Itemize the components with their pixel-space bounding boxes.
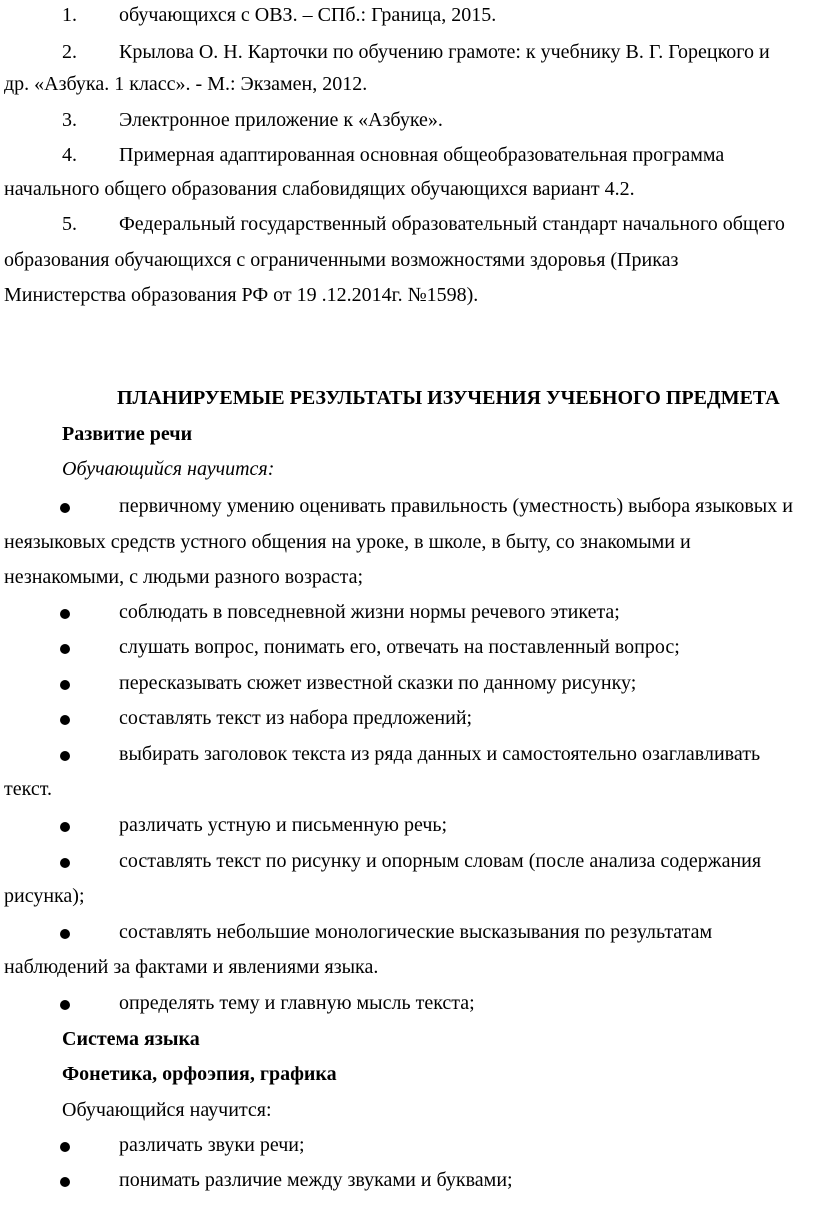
speech-heading: Развитие речи bbox=[62, 423, 193, 445]
ref-3-text: Электронное приложение к «Азбуке». bbox=[119, 109, 443, 131]
speech-intro: Обучающийся научится: bbox=[62, 458, 275, 480]
speech-item-5: составлять текст из набора предложений; bbox=[119, 707, 473, 729]
bullet-icon bbox=[60, 715, 70, 725]
ref-3-number: 3. bbox=[62, 109, 77, 131]
bullet-icon bbox=[60, 680, 70, 690]
language-item-1: различать звуки речи; bbox=[119, 1134, 305, 1156]
ref-5-text: Федеральный государственный образовательный стандарт начального общего bbox=[119, 213, 785, 235]
speech-item-6: выбирать заголовок текста из ряда данных и самостоятельно озаглавливать bbox=[119, 743, 761, 765]
language-heading: Система языка bbox=[62, 1028, 200, 1050]
bullet-icon bbox=[60, 1177, 70, 1187]
speech-item-6-continuation: текст. bbox=[4, 778, 52, 800]
ref-5-continuation: образования обучающихся с ограниченными возможностями здоровья (Приказ bbox=[4, 249, 679, 271]
ref-5-number: 5. bbox=[62, 213, 77, 235]
language-subheading: Фонетика, орфоэпия, графика bbox=[62, 1063, 337, 1085]
speech-item-7: различать устную и письменную речь; bbox=[119, 814, 448, 836]
bullet-icon bbox=[60, 1000, 70, 1010]
bullet-icon bbox=[60, 644, 70, 654]
bullet-icon bbox=[60, 609, 70, 619]
bullet-icon bbox=[60, 503, 70, 513]
language-item-2: понимать различие между звуками и буквами; bbox=[119, 1169, 513, 1191]
ref-5-continuation-2: Министерства образования РФ от 19 .12.2014г. №1598). bbox=[4, 284, 479, 306]
bullet-icon bbox=[60, 1142, 70, 1152]
ref-4-continuation: начального общего образования слабовидящих обучающихся вариант 4.2. bbox=[4, 178, 635, 200]
speech-item-2: соблюдать в повседневной жизни нормы речевого этикета; bbox=[119, 601, 620, 623]
speech-item-1-continuation-2: незнакомыми, с людьми разного возраста; bbox=[4, 566, 364, 588]
speech-item-3: слушать вопрос, понимать его, отвечать на поставленный вопрос; bbox=[119, 636, 680, 658]
ref-2-continuation: др. «Азбука. 1 класс». - М.: Экзамен, 2012. bbox=[4, 73, 368, 95]
ref-2-number: 2. bbox=[62, 41, 77, 63]
ref-2-text: Крылова О. Н. Карточки по обучению грамоте: к учебнику В. Г. Горецкого и bbox=[119, 41, 770, 63]
language-intro: Обучающийся научится: bbox=[62, 1099, 272, 1121]
speech-item-1: первичному умению оценивать правильность (уместность) выбора языковых и bbox=[119, 495, 793, 517]
ref-4-text: Примерная адаптированная основная общеобразовательная программа bbox=[119, 144, 725, 166]
speech-item-10: определять тему и главную мысль текста; bbox=[119, 992, 475, 1014]
speech-item-1-continuation: неязыковых средств устного общения на уроке, в школе, в быту, со знакомыми и bbox=[4, 531, 691, 553]
ref-1-number: 1. bbox=[62, 4, 77, 26]
speech-item-9-continuation: наблюдений за фактами и явлениями языка. bbox=[4, 956, 379, 978]
speech-item-8-continuation: рисунка); bbox=[4, 885, 85, 907]
section-title: ПЛАНИРУЕМЫЕ РЕЗУЛЬТАТЫ ИЗУЧЕНИЯ УЧЕБНОГО ПРЕДМЕТА bbox=[117, 387, 780, 409]
bullet-icon bbox=[60, 822, 70, 832]
bullet-icon bbox=[60, 751, 70, 761]
ref-4-number: 4. bbox=[62, 144, 77, 166]
speech-item-9: составлять небольшие монологические высказывания по результатам bbox=[119, 921, 713, 943]
speech-item-8: составлять текст по рисунку и опорным словам (после анализа содержания bbox=[119, 850, 762, 872]
speech-item-4: пересказывать сюжет известной сказки по данному рисунку; bbox=[119, 672, 637, 694]
bullet-icon bbox=[60, 858, 70, 868]
ref-1-text: обучающихся с ОВЗ. – СПб.: Граница, 2015. bbox=[119, 4, 497, 26]
bullet-icon bbox=[60, 929, 70, 939]
